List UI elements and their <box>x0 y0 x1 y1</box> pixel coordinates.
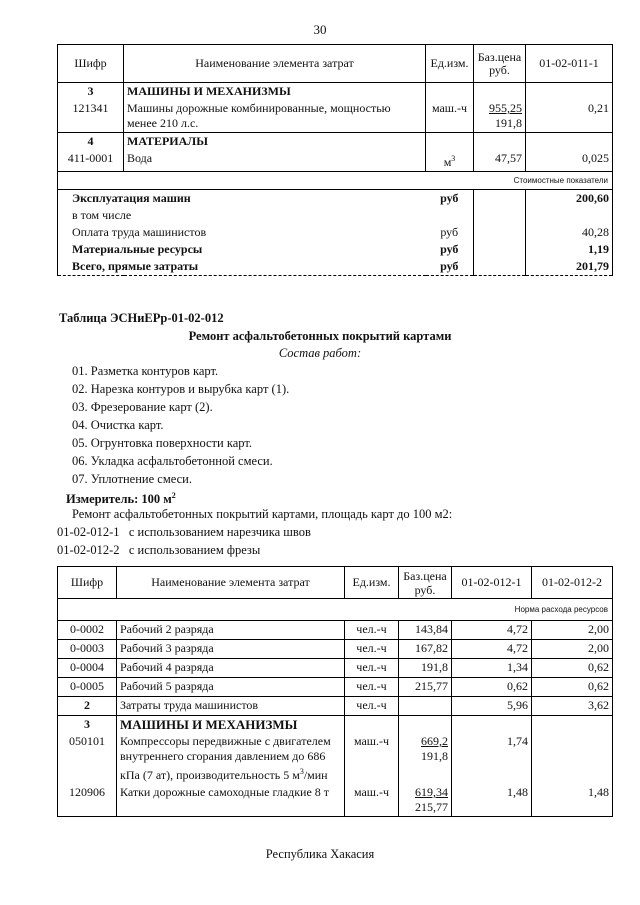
summary-row: Эксплуатация машин руб 200,60 <box>58 190 613 208</box>
measure-unit: Измеритель: 100 $м^2$ <box>66 491 176 507</box>
section-code: 3 <box>58 83 124 101</box>
cost-table-011 <box>57 44 613 276</box>
header-code: Шифр <box>58 45 124 83</box>
section-title: МАШИНЫ И МЕХАНИЗМЫ <box>117 716 345 734</box>
page-footer: Республика Хакасия <box>265 847 375 861</box>
table-row: 120906 Катки дорожные самоходные гладкие 8 т маш.-ч 619,34 215,77 1,48 1,48 <box>58 784 613 817</box>
header-unit: Ед.изм. <box>345 567 399 599</box>
table-row: 2 Затраты труда машинистов чел.-ч 5,96 3,62 <box>58 697 613 716</box>
list-item: 07. Уплотнение смеси. <box>72 472 192 486</box>
description: Ремонт асфальтобетонных покрытий картами, площадь карт до 100 м2: <box>72 507 453 521</box>
summary-row: Всего, прямые затраты руб 201,79 <box>58 258 613 276</box>
header-name: Наименование элемента затрат <box>124 45 426 83</box>
norm-label: Норма расхода ресурсов <box>58 599 613 621</box>
page-number: 30 <box>313 22 327 37</box>
works-list <box>72 362 289 488</box>
header-code: Шифр <box>58 567 117 599</box>
header-price: Баз.цена руб. <box>474 45 526 83</box>
list-item: 01. Разметка контуров карт. <box>72 364 219 378</box>
resource-table-012 <box>57 566 613 817</box>
table-row: 0-0004 Рабочий 4 разряда чел.-ч 191,8 1,34 0,62 <box>58 659 613 678</box>
header-unit: Ед.изм. <box>426 45 474 83</box>
header-name: Наименование элемента затрат <box>117 567 345 599</box>
table-row: 0-0003 Рабочий 3 разряда чел.-ч 167,82 4,72 2,00 <box>58 640 613 659</box>
list-item: 06. Укладка асфальтобетонной смеси. <box>72 454 273 468</box>
table-row: 121341 Машины дорожные комбинированные, мощностью менее 210 л.с. маш.-ч 955,25 191,8 0,21 <box>58 100 613 133</box>
section-code: 3 <box>58 716 117 734</box>
section-title: Ремонт асфальтобетонных покрытий картами <box>188 329 452 343</box>
summary-row: Материальные ресурсы руб 1,19 <box>58 241 613 258</box>
table-row: 0-0005 Рабочий 5 разряда чел.-ч 215,77 0,62 0,62 <box>58 678 613 697</box>
summary-row: в том числе <box>58 207 613 224</box>
section-title: МАШИНЫ И МЕХАНИЗМЫ <box>124 83 426 101</box>
header-column-2: 01-02-012-2 <box>532 567 613 599</box>
header-column: 01-02-011-1 <box>526 45 613 83</box>
list-item: 05. Огрунтовка поверхности карт. <box>72 436 252 450</box>
section-subtitle: Состав работ: <box>278 346 362 360</box>
variant-1: 01-02-012-1 с использованием нарезчика швов <box>57 525 311 539</box>
list-item: 03. Фрезерование карт (2). <box>72 400 213 414</box>
variant-2: 01-02-012-2 с использованием фрезы <box>57 543 261 557</box>
header-column-1: 01-02-012-1 <box>452 567 532 599</box>
header-price: Баз.цена руб. <box>399 567 452 599</box>
list-item: 04. Очистка карт. <box>72 418 164 432</box>
table-row: 411-0001 Вода $м^3$ 47,57 0,025 <box>58 150 613 172</box>
summary-row: Оплата труда машинистов руб 40,28 <box>58 224 613 241</box>
section-code: 4 <box>58 133 124 151</box>
table-row: 0-0002 Рабочий 2 разряда чел.-ч 143,84 4,72 2,00 <box>58 621 613 640</box>
cost-indicators-label: Стоимостные показатели <box>58 172 613 190</box>
table-row: 050101 Компрессоры передвижные с двигателем внутреннего сгорания давлением до 686 кПа (7 ат), производительность 5 $м^3$/мин маш.-ч 669,2 191,8 1,74 <box>58 733 613 784</box>
list-item: 02. Нарезка контуров и вырубка карт (1). <box>72 382 290 396</box>
table-label: Таблица ЭСНиЕРр-01-02-012 <box>59 311 224 325</box>
section-title: МАТЕРИАЛЫ <box>124 133 426 151</box>
